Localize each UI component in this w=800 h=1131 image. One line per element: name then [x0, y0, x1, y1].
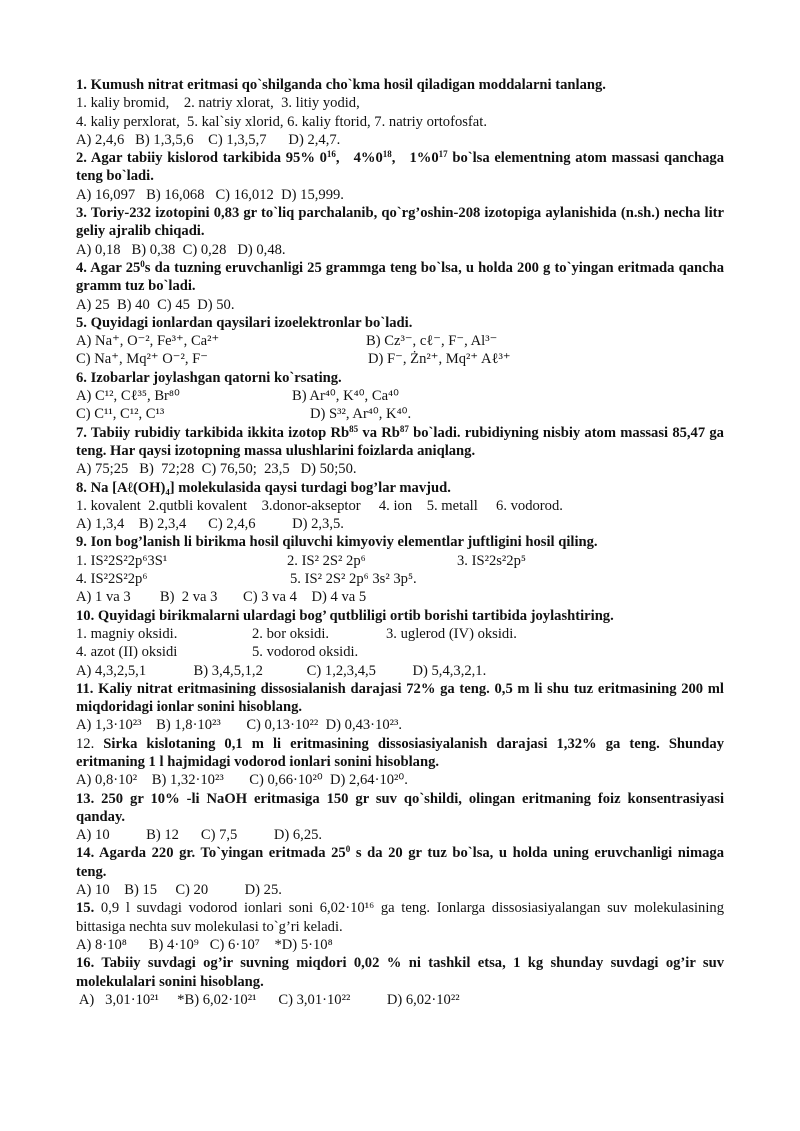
option-5: 5. vodorod oksidi.: [252, 644, 359, 661]
question-11-answers: A) 1,3·10²³ B) 1,8·10²³ C) 0,13·10²² D) 0,43·10²³.: [76, 717, 403, 734]
question-6-answers-row-1: [76, 387, 724, 405]
question-1-options-row-2: 4. kaliy perxlorat, 5. kal`siy xlorid, 6. kaliy ftorid, 7. natriy ortofosfat.: [76, 113, 487, 130]
option-3: 3. IS²2s²2p⁵: [457, 552, 526, 569]
answer-c: C) C¹¹, C¹², C¹³: [76, 406, 165, 423]
degree-mark: 0: [345, 844, 351, 855]
question-6: [76, 369, 724, 387]
question-14-answers: A) 10 B) 15 C) 20 D) 25.: [76, 882, 282, 899]
question-7-text-b: va Rb: [358, 424, 400, 441]
answer-a: A) C¹², Cℓ³⁵, Br⁸⁰: [76, 388, 180, 405]
question-4: [76, 259, 724, 296]
question-7-text-a: 7. Tabiiy rubidiy tarkibida ikkita izotop Rb: [76, 424, 350, 441]
isotope-mass-85: 85: [349, 423, 359, 434]
question-8: [76, 479, 724, 497]
question-2-text-a: 2. Agar tabiiy kislorod tarkibida 95% 0: [76, 150, 327, 167]
question-15: [76, 899, 724, 936]
question-3-title: 3. Toriy-232 izotopini 0,83 gr to`liq parchalanib, qo`rg’oshin-208 izotopiga aylanishida (n.sh.) necha litr geliy ajralib chiqadi.: [76, 205, 724, 240]
question-6-answers-row-2: [76, 405, 724, 423]
question-10-options-row-2: [76, 643, 724, 661]
question-1: [76, 76, 724, 94]
question-4-text-a: 4. Agar 25: [76, 259, 141, 276]
question-1-options-row-1: 1. kaliy bromid, 2. natriy xlorat, 3. litiy yodid,: [76, 95, 360, 112]
question-2: [76, 149, 724, 186]
question-2-answers: A) 16,097 B) 16,068 C) 16,012 D) 15,999.: [76, 186, 344, 203]
answer-b: B) Cz³⁻, cℓ⁻, F⁻, Al³⁻: [366, 333, 498, 350]
option-1: 1. IS²2S²2p⁶3S¹: [76, 552, 168, 569]
option-4: 4. azot (II) oksidi: [76, 644, 178, 661]
question-12-number: 12.: [76, 735, 95, 752]
question-9-options-row-1: [76, 552, 724, 570]
question-12-title: Sirka kislotaning 0,1 m li eritmasining dissosiasiyalanish darajasi 1,32% ga teng. Shunday eritmaning 1 l hajmidagi vodorod ionlari sonini hisoblang.: [76, 735, 724, 770]
question-9-title: 9. Ion bog’lanish li birikma hosil qiluvchi kimyoviy elementlar juftligini hosil qiling.: [76, 534, 598, 551]
question-2-title: [76, 150, 724, 184]
isotope-mass-18: 18: [382, 149, 392, 160]
question-6-title: 6. Izobarlar joylashgan qatorni ko`rsating.: [76, 369, 342, 386]
question-1-answers: A) 2,4,6 B) 1,3,5,6 C) 1,3,5,7 D) 2,4,7.: [76, 131, 341, 148]
option-5: 5. IS² 2S² 2p⁶ 3s² 3p⁵.: [290, 571, 417, 588]
question-14-title: [76, 845, 724, 879]
question-8-title: 8. Na [Aℓ(OH)₄] molekulasida qaysi turdagi bog’lar mavjud.: [76, 479, 451, 496]
question-10-options-row-1: [76, 625, 724, 643]
worksheet: [76, 76, 724, 1009]
question-9: [76, 533, 724, 551]
answer-a: A) Na⁺, O⁻², Fe³⁺, Ca²⁺: [76, 333, 220, 350]
isotope-mass-17: 17: [438, 149, 448, 160]
question-11-title: 11. Kaliy nitrat eritmasining dissosialanish darajasi 72% ga teng. 0,5 m li shu tuz eritmasining 200 ml miqdoridagi ionlar sonini hisoblang.: [76, 680, 724, 716]
question-4-title: [76, 260, 724, 294]
question-16-title: 16. Tabiiy suvdagi og’ir suvning miqdori 0,02 % ni tashkil etsa, 1 kg shunday suvdagi og’ir suv molekulalari sonini hisoblang.: [76, 955, 724, 990]
question-7: [76, 424, 724, 461]
question-16-answers: A) 3,01·10²¹ *B) 6,02·10²¹ C) 3,01·10²² D) 6,02·10²²: [76, 991, 460, 1008]
question-2-text-b: , 4%0: [335, 150, 383, 167]
question-8-options: 1. kovalent 2.qutbli kovalent 3.donor-akseptor 4. ion 5. metall 6. vodorod.: [76, 497, 563, 514]
question-14-text-a: 14. Agarda 220 gr. To`yingan eritmada 25: [76, 845, 346, 862]
question-4-answers: A) 25 B) 40 C) 45 D) 50.: [76, 296, 235, 313]
question-15-number: 15.: [76, 900, 95, 917]
isotope-mass-16: 16: [326, 149, 336, 160]
question-2-text-c: , 1%0: [391, 150, 439, 167]
question-13-title: 13. 250 gr 10% -li NaOH eritmasiga 150 gr suv qo`shildi, olingan eritmaning foiz konsentrasiyasi qanday.: [76, 790, 724, 825]
question-4-text-b: s da tuzning eruvchanligi 25 grammga teng bo`lsa, u holda 200 g to`yingan eritmada qancha gramm tuz bo`ladi.: [76, 259, 724, 295]
question-7-title: [76, 425, 724, 459]
question-10-title: 10. Quyidagi birikmalarni ulardagi bog’ qutbliligi ortib borishi tartibida joylashtiring.: [76, 607, 614, 624]
question-14: [76, 844, 724, 881]
question-12-answers: A) 0,8·10² B) 1,32·10²³ C) 0,66·10²⁰ D) 2,64·10²⁰.: [76, 772, 408, 789]
question-13-answers: A) 10 B) 12 C) 7,5 D) 6,25.: [76, 827, 323, 844]
option-2: 2. bor oksidi.: [252, 625, 330, 642]
question-5-answers-row-1: [76, 332, 724, 350]
answer-c: C) Na⁺, Mq²⁺ O⁻², F⁻: [76, 351, 208, 368]
question-1-title: 1. Kumush nitrat eritmasi qo`shilganda cho`kma hosil qiladigan moddalarni tanlang.: [76, 77, 606, 93]
question-16: [76, 954, 724, 991]
question-5-answers-row-2: [76, 350, 724, 368]
question-9-answers: A) 1 va 3 B) 2 va 3 C) 3 va 4 D) 4 va 5: [76, 589, 367, 606]
question-7-answers: A) 75;25 B) 72;28 C) 76,50; 23,5 D) 50;50.: [76, 461, 357, 478]
option-2: 2. IS² 2S² 2p⁶: [287, 552, 366, 569]
question-3-answers: A) 0,18 B) 0,38 C) 0,28 D) 0,48.: [76, 241, 286, 258]
question-15-title: 0,9 l suvdagi vodorod ionlari soni 6,02·10¹⁶ ga teng. Ionlarga dissosiasiyalangan suv molekulasining bittasiga nechta suv molekulasi to`g’ri keladi.: [76, 900, 724, 935]
degree-mark: 0: [140, 258, 145, 269]
option-4: 4. IS²2S²2p⁶: [76, 571, 148, 588]
answer-d: D) S³², Ar⁴⁰, K⁴⁰.: [310, 406, 412, 423]
question-11: [76, 680, 724, 717]
question-5: [76, 314, 724, 332]
question-10: [76, 607, 724, 625]
question-5-title: 5. Quyidagi ionlardan qaysilari izoelektronlar bo`ladi.: [76, 314, 413, 331]
isotope-mass-87: 87: [399, 423, 409, 434]
option-3: 3. uglerod (IV) oksidi.: [386, 625, 517, 642]
question-3: [76, 204, 724, 241]
question-13: [76, 790, 724, 827]
question-9-options-row-2: [76, 570, 724, 588]
answer-b: B) Ar⁴⁰, K⁴⁰, Ca⁴⁰: [292, 388, 399, 405]
question-14-text-b: s da 20 gr tuz bo`lsa, u holda uning eruvchanligi nimaga teng.: [76, 845, 724, 880]
question-8-answers: A) 1,3,4 B) 2,3,4 C) 2,4,6 D) 2,3,5.: [76, 516, 344, 533]
question-12: [76, 735, 724, 772]
question-15-answers: A) 8·10⁸ B) 4·10⁹ C) 6·10⁷ *D) 5·10⁸: [76, 936, 333, 953]
question-2-text-d: bo`lsa elementning atom massasi qanchaga teng bo`ladi.: [76, 150, 725, 185]
answer-d: D) F⁻, Żn²⁺, Mq²⁺ Aℓ³⁺: [368, 351, 511, 368]
option-1: 1. magniy oksidi.: [76, 625, 178, 642]
question-10-answers: A) 4,3,2,5,1 B) 3,4,5,1,2 C) 1,2,3,4,5 D) 5,4,3,2,1.: [76, 662, 487, 679]
question-7-text-c: bo`ladi. rubidiyning nisbiy atom massasi 85,47 ga teng. Har qaysi izotopning massa ulushlarini foizlarda aniqlang.: [76, 424, 724, 459]
